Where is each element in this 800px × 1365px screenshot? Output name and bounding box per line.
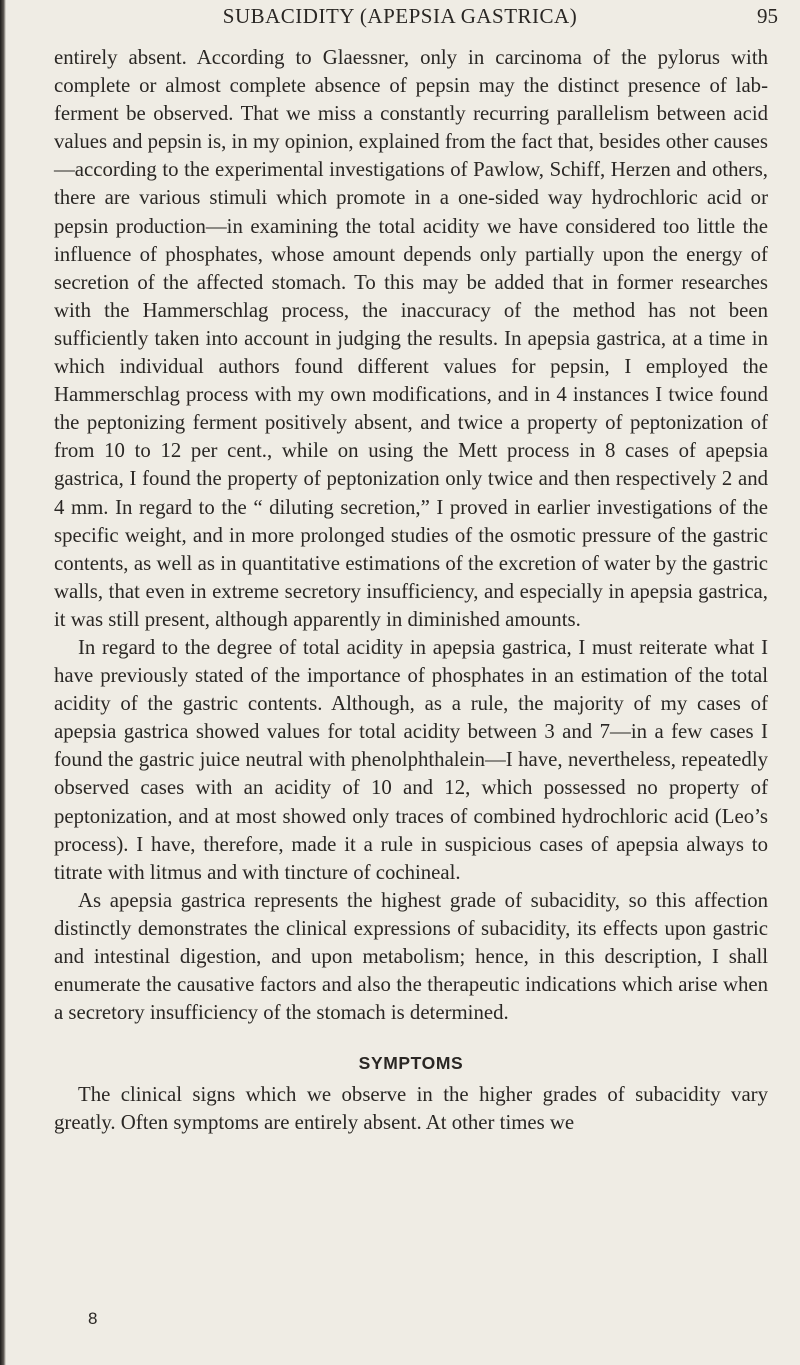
page-number: 95 <box>757 4 778 28</box>
running-title: SUBACIDITY (APEPSIA GASTRICA) <box>222 4 578 28</box>
page-edge-shadow <box>0 0 6 1365</box>
paragraph-subacidity-grade: As apepsia gastrica represents the highest grade of subacidity, so this affection distinctly demonstrates the clinical expressions of subacidity, its effects upon gastric and intestinal digestion, and upon metabolism; hence, in this description, I shall enumerate the causative factors and also the therapeutic indications which arise when a secretory insufficiency of the stomach is determined. <box>54 888 768 1025</box>
paragraph-continued: entirely absent. According to Glaessner, only in carcinoma of the pylorus with complete or almost complete absence of pepsin may the distinct presence of lab-ferment be observed. That we miss a constantly recurring parallelism between acid values and pepsin is, in my opinion, explained from the fact that, besides other causes—according to the experimental investigations of Pawlow, Schiff, Herzen and others, there are various stimuli which promote in a one-sided way hydrochloric acid or pepsin production—in examining the total acidity we have considered too little the influence of phosphates, whose amount depends only partially upon the energy of secretion of the affected stomach. To this may be added that in former researches with the Hammerschlag process, the inaccuracy of the method has not been sufficiently taken into account in judging the results. In apepsia gastrica, at a time in which individual authors found different values for pepsin, I employed the Hammerschlag process with my own modifications, and in 4 instances I twice found the peptonizing ferment positively absent, and twice a property of peptonization of from 10 to 12 per cent., while on using the Mett process in 8 cases of apepsia gastrica, I found the property of peptonization only twice and then respectively 2 and 4 mm. In regard to the “ diluting secretion,” I proved in earlier investigations of the specific weight, and in more prolonged studies of the osmotic pressure of the gastric contents, as well as in quantitative estimations of the excretion of water by the gastric walls, that even in extreme secretory insufficiency, and especially in apepsia gastrica, it was still present, although apparently in diminished amounts. <box>54 46 768 631</box>
page-body <box>54 44 768 1138</box>
running-head <box>0 2 800 42</box>
paragraph-total-acidity: In regard to the degree of total acidity in apepsia gastrica, I must reiterate what I have previously stated of the importance of phosphates in an estimation of the total acidity of the gastric contents. Although, as a rule, the majority of my cases of apepsia gastrica showed values for total acidity between 3 and 7—in a few cases I found the gastric juice neutral with phenolphthalein—I have, nevertheless, repeatedly observed cases with an acidity of 10 and 12, which possessed no property of peptonization, and at most showed only traces of combined hydrochloric acid (Leo’s process). I have, therefore, made it a rule in suspicious cases of apepsia always to titrate with litmus and with tincture of cochineal. <box>54 635 768 884</box>
paragraph-symptoms: The clinical signs which we observe in the higher grades of subacidity vary greatly. Often symptoms are entirely absent. At other times we <box>54 1083 768 1135</box>
signature-mark: 8 <box>88 1309 98 1328</box>
section-heading-symptoms: SYMPTOMS <box>358 1053 464 1074</box>
